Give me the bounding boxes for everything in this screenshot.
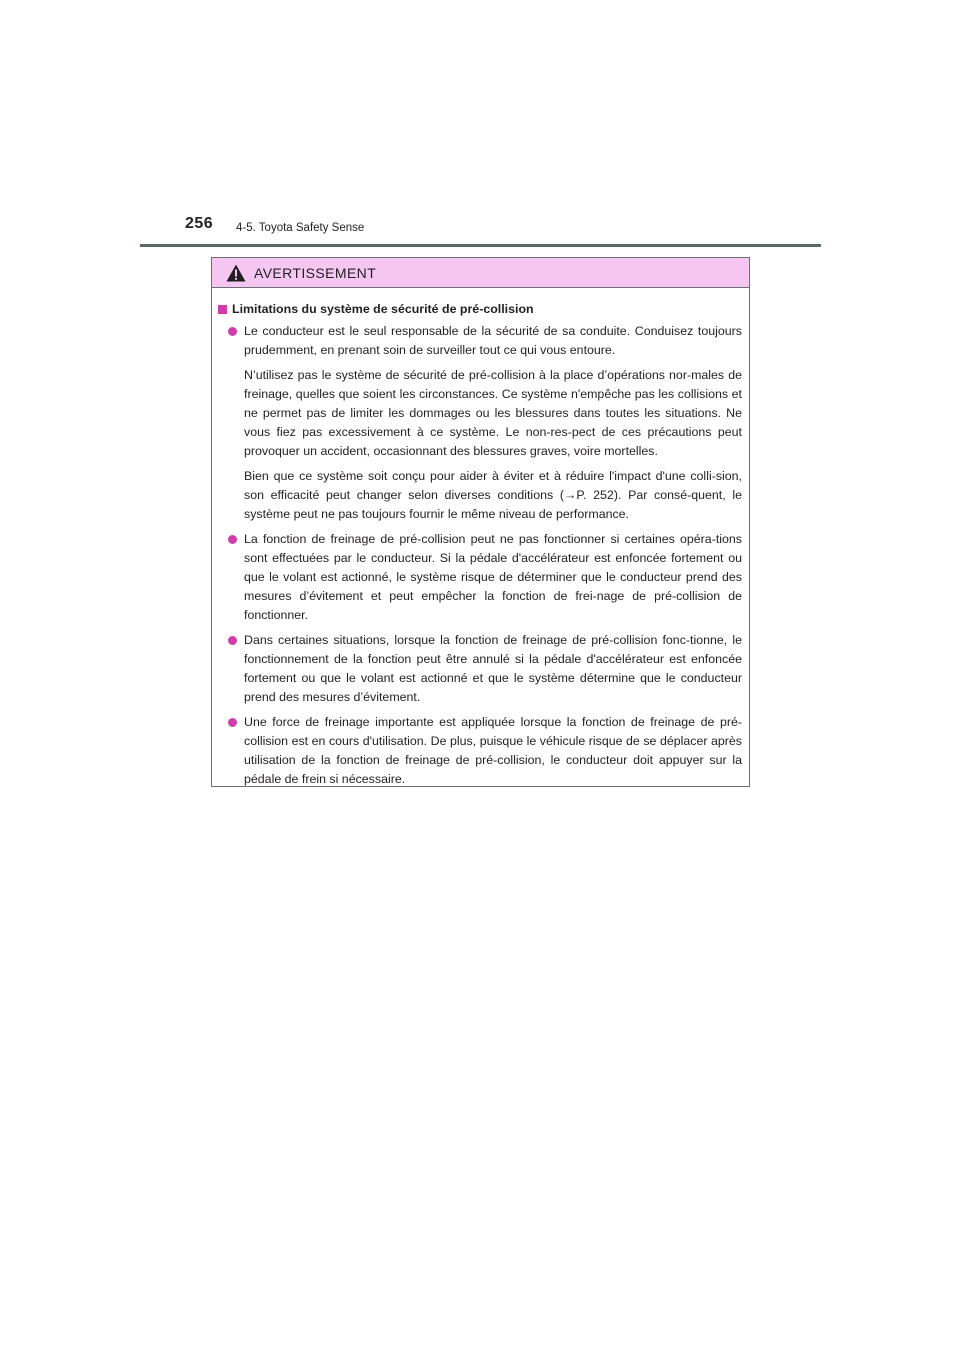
bullet-icon [228,327,237,336]
warning-label: AVERTISSEMENT [254,264,377,281]
paragraph: Bien que ce système soit conçu pour aider à éviter et à réduire l'impact d'une colli-sion, son efficacité peut changer selon diverses conditions (→P. 252). Par consé-quent, le système peut ne pas toujours fournir le même niveau de performance. [244,469,742,521]
list-item-text: Le conducteur est le seul responsable de la sécurité de sa conduite. Conduisez toujours prudemment, en prenant soin de surveiller tout ce qui vous entoure. [244,324,742,357]
page-number: 256 [185,215,214,232]
list-item-text: Dans certaines situations, lorsque la fonction de freinage de pré-collision fonc-tionne, le fonctionnement de la fonction peut être annulé si la pédale d'accélérateur est enfoncée fortement ou que le volant est actionné et que le système détermine que le conducteur prend des mesures d’évitement. [244,633,742,704]
list-item [218,530,742,625]
bullet-icon [228,535,237,544]
warning-header [212,258,749,288]
warning-heading-text: Limitations du système de sécurité de pré-collision [232,302,534,316]
list-item [218,322,742,360]
warning-box [211,257,750,787]
bullet-icon [228,636,237,645]
list-item-text: La fonction de freinage de pré-collision peut ne pas fonctionner si certaines opéra-tions sont effectuées par le conducteur. Si la pédale d'accélérateur est enfoncée fortement ou que le volant est actionné, le système risque de déterminer que le conducteur prend des mesures d’évitement et peut empêcher la fonction de frei-nage de pré-collision de fonctionner. [244,532,742,622]
section-title: 4-5. Toyota Safety Sense [236,222,365,234]
header-rule [140,244,821,247]
bullet-icon [228,718,237,727]
warning-body [212,288,749,789]
paragraph: N’utilisez pas le système de sécurité de pré-collision à la place d’opérations nor-males de freinage, quelles que soient les circonstances. Ce système n'empêche pas les collisions et ne permet pas de limiter les dommages ou les blessures dans toutes les situations. Ne vous fiez pas excessivement à ce système. Le non-res-pect de ces précautions peut provoquer un accident, occasionnant des blessures graves, voire mortelles. [244,368,742,458]
list-item-text: Une force de freinage importante est appliquée lorsque la fonction de freinage de pré-collision est en cours d'utilisation. De plus, puisque le véhicule risque de se déplacer après utilisation de la fonction de freinage de pré-collision, le conducteur doit appuyer sur la pédale de frein si nécessaire. [244,715,742,786]
warning-triangle-icon [226,264,246,282]
list-item [218,631,742,707]
list-item [218,713,742,789]
warning-heading [218,300,742,319]
square-bullet-icon [218,305,227,314]
